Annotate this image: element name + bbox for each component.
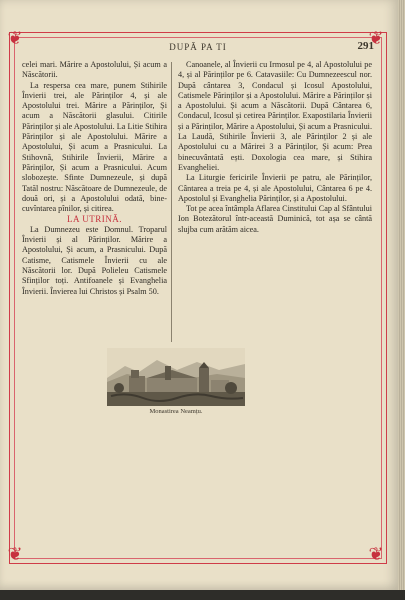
monastery-engraving-image <box>107 348 245 406</box>
paragraph: Canoanele, al Învierii cu Irmosul pe 4, al Apostolului pe 4, și al Părinților pe 6. Catavasiile: Cu Dumnezeescul nor. După cântarea 3, Condacul și Icosul Apostolului, Catismele Părinților și a Apostolului. Mărire a Părinților și a Apostolului. Și acum a Născătorii. După Cântarea 6, Condacul, Icosul și cetirea Părinților. Exapostilaria Învierii și a Părinților, Mărire a Apostolului, Și acum a Prasnicului. La Laudă, Stihirile Învierii 3, ale Părinților 2 și ale Apostolului cu a Mărirei 3 a Părinților, Și acum: Prea binecuvântată ești. Doxologia cea mare, și Stihira Evangheliei. <box>178 60 372 172</box>
bottom-shadow <box>0 590 405 600</box>
left-column <box>22 60 167 297</box>
paragraph: celei mari. Mărire a Apostolului, Și acum a Născătorii. <box>22 60 167 80</box>
page-stack-edge <box>398 0 405 600</box>
running-head: DUPĂ PA TI <box>169 42 227 52</box>
corner-ornament-bottom-right-icon: ❦ <box>368 544 384 564</box>
corner-ornament-top-left-icon: ❦ <box>7 28 23 48</box>
paragraph: La Liturgie fericirile Învierii pe patru, ale Părinților, Cântarea a treia pe 4, și ale Apostolului, Cântarea 6 pe 4. Apostolul și Evanghelia Părinților, și a Apostolului. <box>178 173 372 203</box>
paragraph: La respersa cea mare, punem Stihirile Învierii trei, ale Părinților 4, și ale Apostolului trei. Mărire a Părinților, Și acum a Născătorii glasului. Citirile Părinților și ale Apostolului. La Litie Stihira Părinților și ale Apostolului. Mărire a Apostolului, Și acum a Prasnicului. La Stihovnă, Stihirile Învierii, Mărire a Părinților, Și acum a Prasnicului. Acum slobozește. Sfinte Dumnezeule, și după Tatăl nostru: Născătoare de Dumnezeule, de două ori, și a Apostolului odată, bine-cuvîntarea pînilor, și citirea. <box>22 80 167 214</box>
corner-ornament-bottom-left-icon: ❦ <box>7 544 23 564</box>
page-number: 291 <box>357 40 374 52</box>
illustration-caption: Monastirea Neamțu. <box>149 408 203 415</box>
right-column <box>178 60 372 235</box>
paragraph: Tot pe acea întâmpla Aflarea Cinstitului Cap al Sfântului Ion Botezătorul într-această Duminică, tot așa se cântă slujba cum arătăm aicea. <box>178 204 372 234</box>
section-heading: LA UTRINĂ. <box>67 214 122 225</box>
corner-ornament-top-right-icon: ❦ <box>368 28 384 48</box>
page-header <box>20 40 376 54</box>
column-divider <box>171 62 172 342</box>
paragraph: La Dumnezeu este Domnul. Troparul Învierii și al Părinților. Mărire a Apostolului, Și acum, a Prasnicului. După Catisme, Catismele Învierii cu ale Născătorii lor. După Polieleu Catismele Sfinților toți. Antifoanele și Evanghelia Învierii. Învierea lui Christos și Psalm 50. <box>22 224 167 296</box>
